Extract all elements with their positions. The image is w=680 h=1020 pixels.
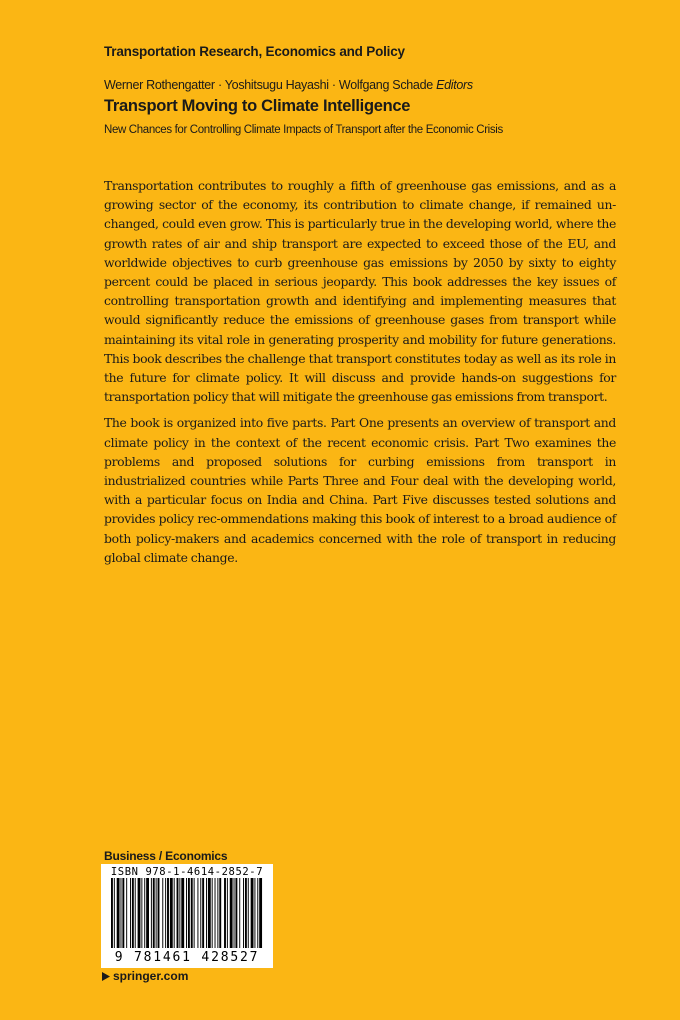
barcode-bar bbox=[117, 878, 120, 948]
barcode-bar bbox=[130, 878, 131, 948]
barcode-bar bbox=[151, 878, 152, 948]
barcode-bar bbox=[162, 878, 163, 948]
barcode-bar bbox=[206, 878, 207, 948]
barcode-bar bbox=[146, 878, 149, 948]
blurb-paragraph: The book is organized into five parts. Part One presents an overview of transport and climate policy in the context of the recent economic crisis. Part Two examines the problems and proposed solutions for curbing emissions from transport in industrialized countries while Parts Three and Four deal with the developing world, with a particular focus on India and China. Part Five discusses tested solutions and provides policy rec-ommendations making this book of interest to a broad audience of both policy-makers and academics concerned with the role of transport in reducing global climate change. bbox=[104, 415, 616, 565]
barcode-bar bbox=[254, 878, 255, 948]
barcode-bar bbox=[227, 878, 228, 948]
barcode-image bbox=[101, 878, 273, 950]
barcode-bar bbox=[239, 878, 240, 948]
series-title: Transportation Research, Economics and Policy bbox=[104, 44, 405, 59]
barcode-bar bbox=[248, 878, 249, 948]
isbn-text: ISBN 978-1-4614-2852-7 bbox=[110, 866, 264, 878]
barcode-bar bbox=[156, 878, 157, 948]
ean-digits: 9 781461 428527 bbox=[114, 950, 260, 965]
barcode-bar bbox=[235, 878, 237, 948]
barcode-bar bbox=[167, 878, 169, 948]
barcode-bar bbox=[135, 878, 136, 948]
barcode-bar bbox=[200, 878, 201, 948]
barcode-bar bbox=[243, 878, 244, 948]
barcode-bar bbox=[170, 878, 173, 948]
barcode-bar bbox=[177, 878, 179, 948]
barcode-bar bbox=[122, 878, 124, 948]
editor-names: Werner Rothengatter · Yoshitsugu Hayashi · Wolfgang Schade bbox=[104, 78, 433, 92]
barcode-bar bbox=[259, 878, 262, 948]
book-subtitle: New Chances for Controlling Climate Impacts of Transport after the Economic Crisis bbox=[104, 124, 503, 136]
barcode-bar bbox=[251, 878, 254, 948]
barcode-block bbox=[101, 864, 273, 968]
barcode-bar bbox=[215, 878, 216, 948]
barcode-bar bbox=[224, 878, 226, 948]
barcode-bar bbox=[181, 878, 184, 948]
barcode-bar bbox=[165, 878, 166, 948]
publisher-site: springer.com bbox=[113, 969, 189, 983]
barcode-bar bbox=[174, 878, 175, 948]
blurb bbox=[104, 176, 616, 574]
barcode-bar bbox=[234, 878, 235, 948]
barcode-bar bbox=[111, 878, 113, 948]
barcode-bar bbox=[126, 878, 127, 948]
barcode-bar bbox=[138, 878, 141, 948]
barcode-bar bbox=[144, 878, 145, 948]
category-label: Business / Economics bbox=[104, 849, 228, 863]
barcode-bar bbox=[179, 878, 180, 948]
barcode-bar bbox=[153, 878, 155, 948]
barcode-bar bbox=[114, 878, 115, 948]
barcode-bar bbox=[186, 878, 187, 948]
book-title: Transport Moving to Climate Intelligence bbox=[104, 97, 411, 115]
barcode-bar bbox=[194, 878, 195, 948]
barcode-bar bbox=[132, 878, 134, 948]
barcode-bar bbox=[219, 878, 221, 948]
barcode-bar bbox=[230, 878, 233, 948]
barcode-bar bbox=[212, 878, 213, 948]
barcode-bar bbox=[191, 878, 193, 948]
blurb-paragraph: Transportation contributes to roughly a fifth of greenhouse gas emissions, and as a growing sector of the economy, its contribution to climate change, if remained un-changed, could even grow. This is particularly true in the developing world, where the growth rates of air and ship transport are expected to exceed those of the EU, and worldwide objectives to curb greenhouse gas emissions by 2050 by sixty to eighty percent could be placed in serious jeopardy. This book addresses the key issues of controlling transportation growth and identifying and implementing measures that would significantly reduce the emissions of greenhouse gases from transport while maintaining its vital role in generating prosperity and mobility for future generations. This book describes the challenge that transport constitutes today as well as its role in the future for climate policy. It will discuss and provide hands-on suggestions for transportation policy that will mitigate the greenhouse gas emissions from transport. bbox=[104, 178, 616, 405]
editors-line bbox=[104, 78, 473, 92]
barcode-bar bbox=[141, 878, 142, 948]
arrow-right-icon bbox=[102, 972, 110, 981]
barcode-bar bbox=[245, 878, 247, 948]
publisher-link[interactable] bbox=[102, 969, 188, 983]
barcode-bar bbox=[188, 878, 190, 948]
barcode-bar bbox=[197, 878, 198, 948]
barcode-bar bbox=[217, 878, 218, 948]
barcode-bar bbox=[257, 878, 258, 948]
barcode-bar bbox=[158, 878, 160, 948]
barcode-bar bbox=[208, 878, 211, 948]
barcode-bar bbox=[202, 878, 204, 948]
barcode-bar bbox=[121, 878, 122, 948]
editors-role: Editors bbox=[436, 78, 473, 92]
